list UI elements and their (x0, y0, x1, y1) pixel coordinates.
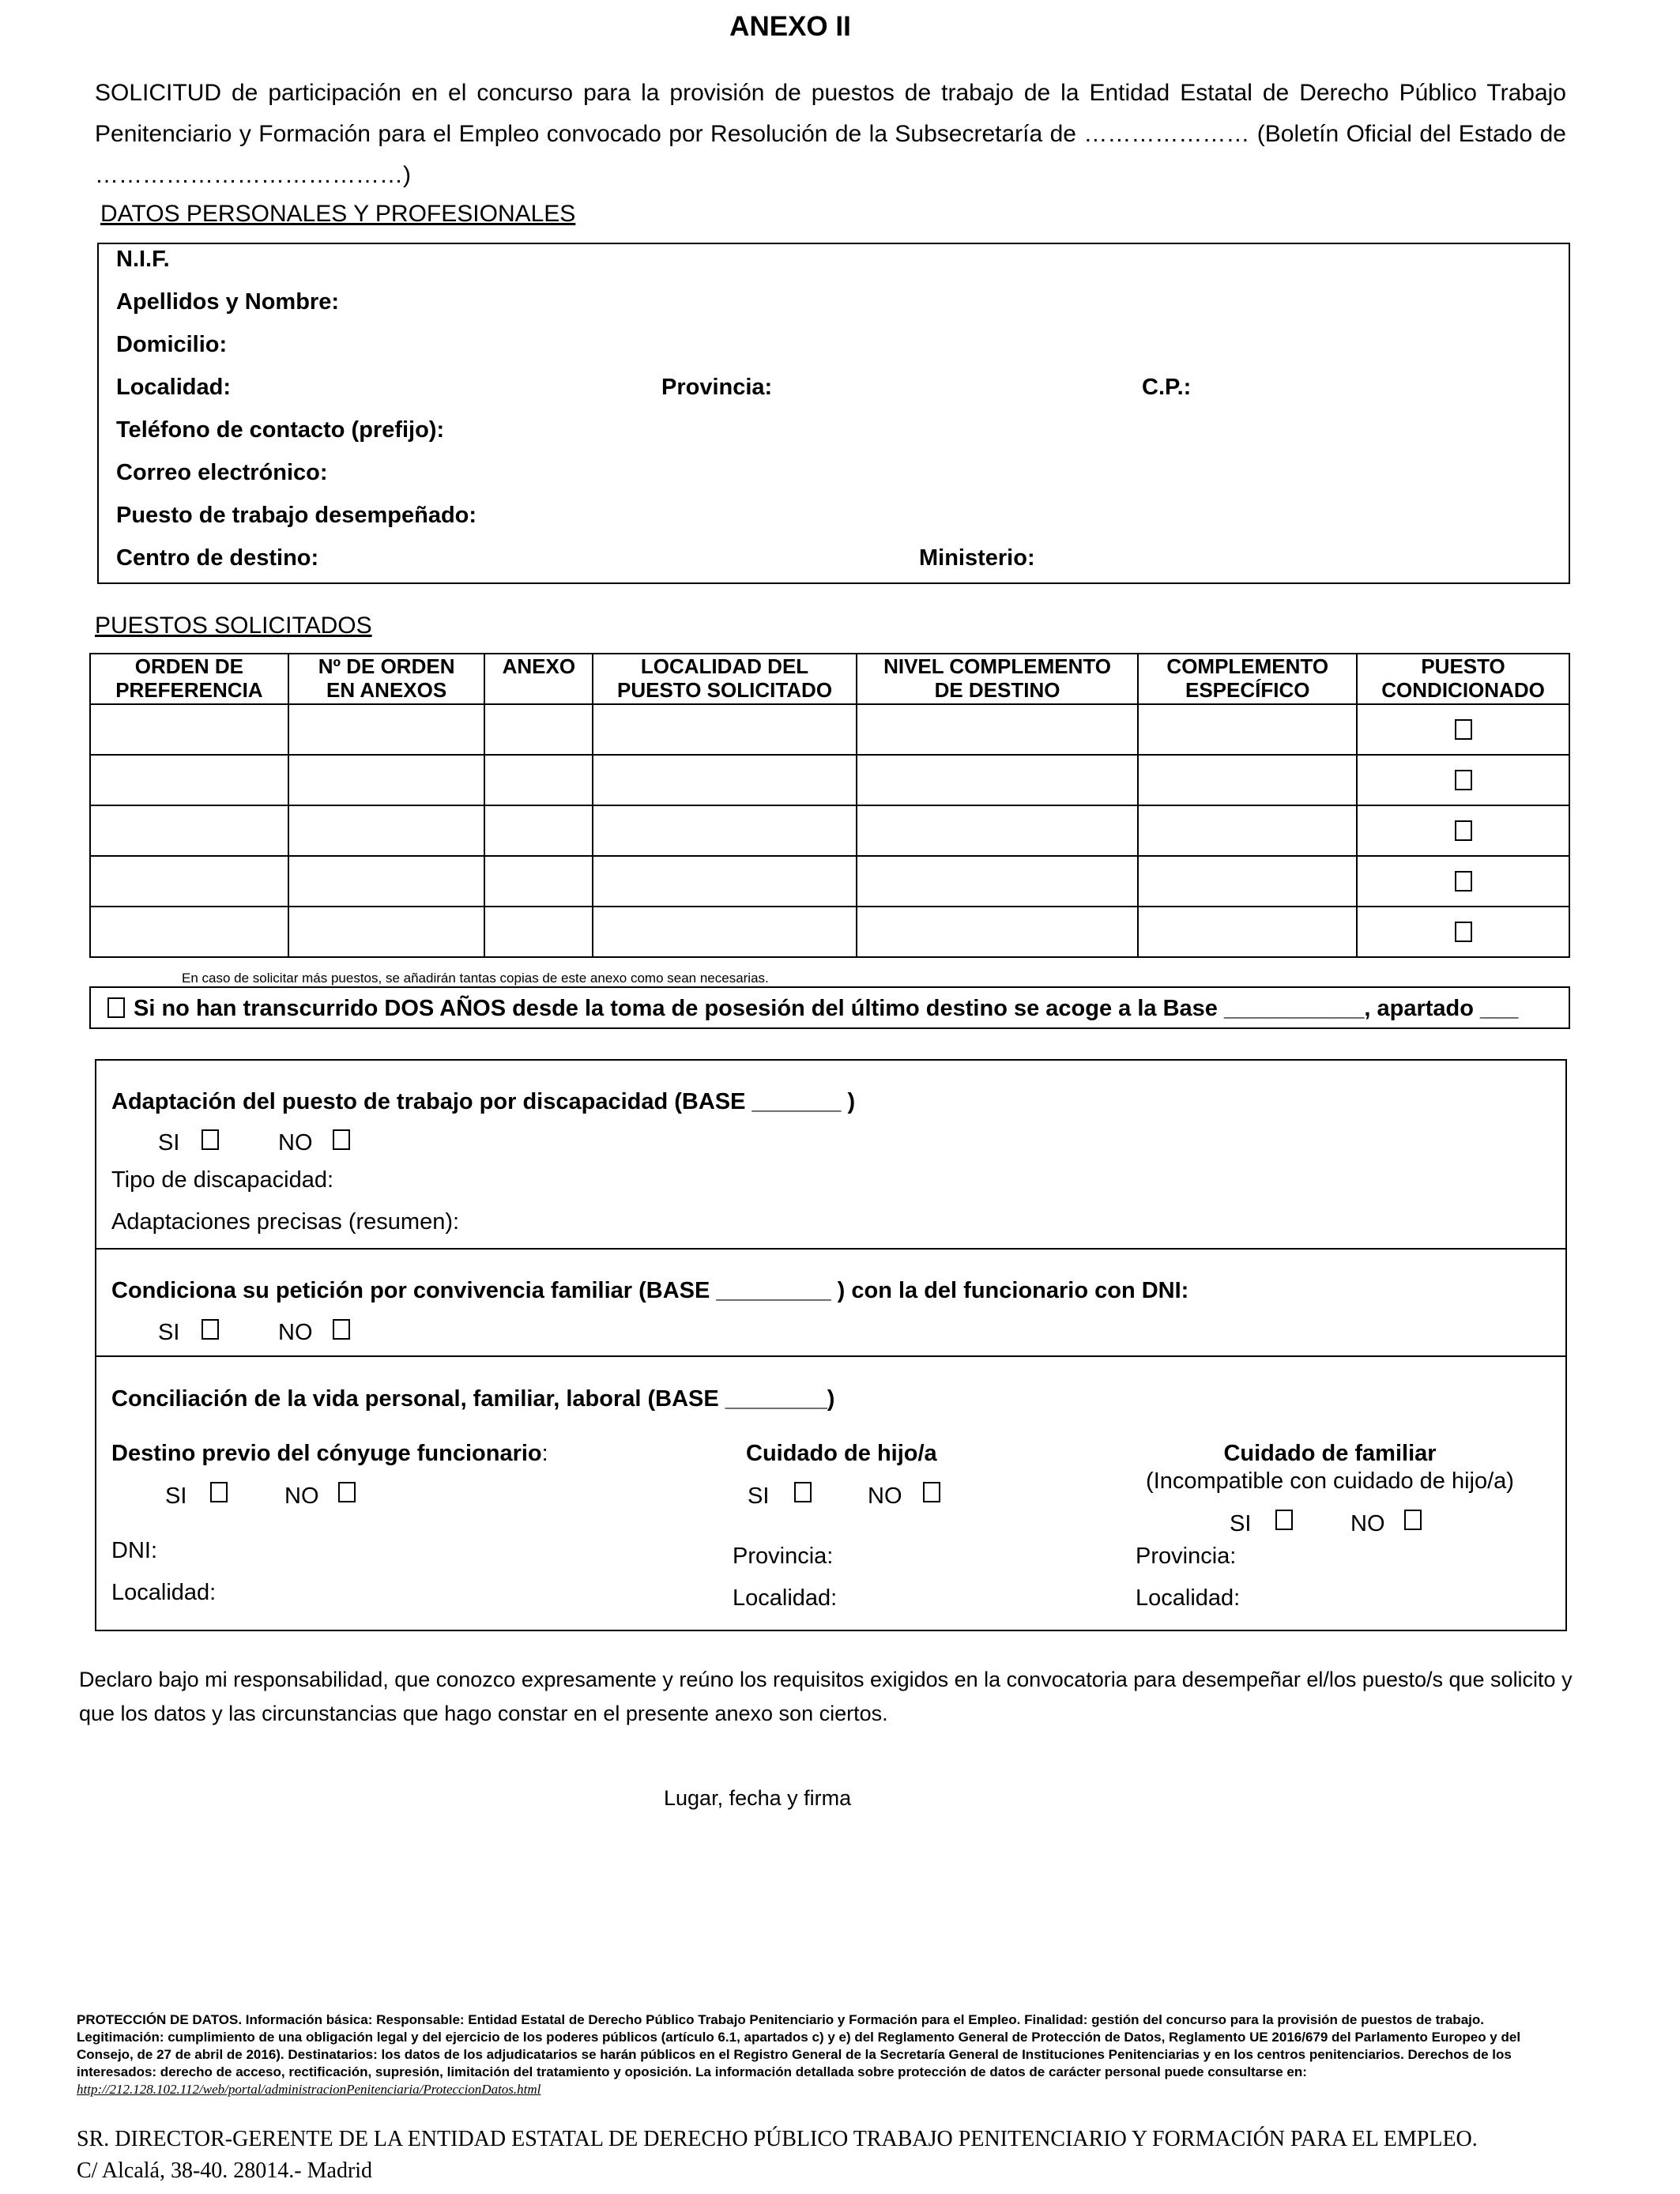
family-care-title: Cuidado de familiar (1223, 1441, 1437, 1466)
cohabitation-yes-label: SI (158, 1320, 180, 1345)
child-yes-label: SI (748, 1483, 770, 1509)
col-header-localidad: LOCALIDAD DEL PUESTO SOLICITADO (593, 654, 857, 704)
postal-code-label[interactable]: C.P.: (1142, 375, 1192, 400)
locality-label[interactable]: Localidad: (116, 375, 232, 400)
table-header-row (90, 654, 1569, 704)
condicionado-checkbox[interactable] (1455, 871, 1472, 892)
condicionado-cell[interactable] (1357, 805, 1569, 856)
col-header-orden: ORDEN DE PREFERENCIA (90, 654, 288, 704)
table-cell[interactable] (593, 805, 857, 856)
spouse-no-checkbox[interactable] (338, 1482, 356, 1502)
table-cell[interactable] (593, 907, 857, 957)
table-row (90, 755, 1569, 805)
family-locality-label[interactable]: Localidad: (1136, 1585, 1241, 1611)
more-posts-note: En caso de solicitar más puestos, se añadirán tantas copias de este anexo como sean necesarias. (182, 971, 769, 986)
intro-paragraph: SOLICITUD de participación en el concurso para la provisión de puestos de trabajo de la Entidad Estatal de Derecho Público Trabajo Penitenciario y Formación para el Empleo convocado por Resolución de la Subsecretaría de ………………… (Boletín Oficial del Estado de …………………………………) (95, 80, 1566, 188)
table-cell[interactable] (1138, 856, 1357, 907)
spouse-yes-label: SI (165, 1483, 187, 1509)
table-cell[interactable] (857, 805, 1139, 856)
condicionado-checkbox[interactable] (1455, 820, 1472, 841)
table-cell[interactable] (484, 907, 593, 957)
family-province-label[interactable]: Provincia: (1136, 1544, 1237, 1569)
recipient-line: SR. DIRECTOR-GERENTE DE LA ENTIDAD ESTATAL DE DERECHO PÚBLICO TRABAJO PENITENCIARIO Y FORMACIÓN PARA EL EMPLEO. (77, 2127, 1478, 2151)
table-row (90, 907, 1569, 957)
current-job-label[interactable]: Puesto de trabajo desempeñado: (116, 503, 477, 528)
two-years-box (89, 986, 1570, 1029)
child-province-label[interactable]: Provincia: (733, 1544, 834, 1569)
col-header-anexo: ANEXO (484, 654, 593, 704)
table-cell[interactable] (593, 856, 857, 907)
col-header-condicionado: PUESTO CONDICIONADO (1357, 654, 1569, 704)
condicionado-cell[interactable] (1357, 907, 1569, 957)
data-protection-link[interactable]: http://212.128.102.112/web/portal/administracionPenitenciaria/ProteccionDatos.html (77, 2082, 541, 2097)
child-locality-label[interactable]: Localidad: (733, 1585, 838, 1611)
signature-place-date[interactable]: Lugar, fecha y firma (664, 1786, 852, 1810)
adaptation-yes-label: SI (158, 1130, 180, 1155)
table-row (90, 805, 1569, 856)
spouse-title: Destino previo del cónyuge funcionario: (111, 1441, 548, 1466)
ministry-label[interactable]: Ministerio: (919, 545, 1035, 571)
family-yes-label: SI (1230, 1511, 1252, 1536)
table-cell[interactable] (593, 755, 857, 805)
table-cell[interactable] (288, 856, 485, 907)
adaptation-title: Adaptación del puesto de trabajo por discapacidad (BASE _______ ) (111, 1089, 856, 1114)
adaptations-label[interactable]: Adaptaciones precisas (resumen): (111, 1209, 460, 1235)
table-cell[interactable] (857, 907, 1139, 957)
email-label[interactable]: Correo electrónico: (116, 460, 328, 485)
table-cell[interactable] (1138, 755, 1357, 805)
table-cell[interactable] (90, 755, 288, 805)
nif-label[interactable]: N.I.F. (116, 247, 170, 272)
condicionado-checkbox[interactable] (1455, 922, 1472, 942)
table-cell[interactable] (593, 704, 857, 755)
personal-data-heading: DATOS PERSONALES Y PROFESIONALES (100, 201, 576, 227)
address-line: C/ Alcalá, 38-40. 28014.- Madrid (77, 2158, 373, 2183)
page-title: ANEXO II (729, 11, 851, 42)
condicionado-checkbox[interactable] (1455, 770, 1472, 790)
condicionado-checkbox[interactable] (1455, 719, 1472, 740)
table-cell[interactable] (1138, 805, 1357, 856)
child-no-label: NO (868, 1483, 902, 1509)
cohabitation-no-label: NO (278, 1320, 313, 1345)
col-header-especifico: COMPLEMENTO ESPECÍFICO (1138, 654, 1357, 704)
condicionado-cell[interactable] (1357, 755, 1569, 805)
table-cell[interactable] (288, 907, 485, 957)
requested-posts-table (89, 653, 1570, 958)
table-cell[interactable] (857, 755, 1139, 805)
table-row (90, 856, 1569, 907)
condicionado-cell[interactable] (1357, 704, 1569, 755)
spouse-locality-label[interactable]: Localidad: (111, 1580, 217, 1605)
table-row (90, 704, 1569, 755)
family-no-label: NO (1350, 1511, 1385, 1536)
personal-data-box (97, 243, 1570, 584)
address-label[interactable]: Domicilio: (116, 332, 228, 357)
destination-center-label[interactable]: Centro de destino: (116, 545, 319, 571)
table-cell[interactable] (1138, 704, 1357, 755)
cohabitation-no-checkbox[interactable] (333, 1319, 350, 1340)
table-cell[interactable] (90, 856, 288, 907)
child-no-checkbox[interactable] (923, 1482, 940, 1502)
phone-label[interactable]: Teléfono de contacto (prefijo): (116, 417, 445, 443)
table-cell[interactable] (484, 805, 593, 856)
table-cell[interactable] (90, 704, 288, 755)
adaptation-yes-checkbox[interactable] (202, 1129, 219, 1150)
table-cell[interactable] (484, 856, 593, 907)
child-care-title: Cuidado de hijo/a (746, 1441, 937, 1466)
two-years-checkbox[interactable] (107, 997, 125, 1018)
table-cell[interactable] (90, 805, 288, 856)
requested-posts-heading: PUESTOS SOLICITADOS (95, 613, 372, 639)
table-cell[interactable] (90, 907, 288, 957)
declaration-text: Declaro bajo mi responsabilidad, que conozco expresamente y reúno los requisitos exigidos en la convocatoria para desempeñar el/los puesto/s que solicito y que los datos y las circunstancias que hago constar en el presente anexo son ciertos. (79, 1668, 1573, 1725)
table-cell[interactable] (857, 704, 1139, 755)
two-years-text: Si no han transcurrido DOS AÑOS desde la toma de posesión del último destino se acoge a la Base ___________, apartado ___ (134, 996, 1519, 1021)
cohabitation-title: Condiciona su petición por convivencia familiar (BASE _________ ) con la del funcionario con DNI: (111, 1278, 1189, 1303)
table-cell[interactable] (484, 755, 593, 805)
spouse-no-label: NO (284, 1483, 319, 1509)
cohabitation-yes-checkbox[interactable] (202, 1319, 219, 1340)
table-cell[interactable] (484, 704, 593, 755)
col-header-nivel: NIVEL COMPLEMENTO DE DESTINO (857, 654, 1139, 704)
adaptation-no-checkbox[interactable] (333, 1129, 350, 1150)
table-cell[interactable] (288, 805, 485, 856)
col-header-numero: Nº DE ORDEN EN ANEXOS (288, 654, 485, 704)
adaptation-no-label: NO (278, 1130, 313, 1155)
conciliation-title: Conciliación de la vida personal, familiar, laboral (BASE ________) (111, 1386, 835, 1412)
divider (95, 1248, 1567, 1250)
data-protection-text: PROTECCIÓN DE DATOS. Información básica: Responsable: Entidad Estatal de Derecho Público Trabajo Penitenciario y Formación para el Empleo. Finalidad: gestión del concurso para la provisión de puestos de trabajo. Legitimación: cumplimiento de una obligación legal y del ejercicio de los poderes públicos (artículo 6.1, apartados c) y e) del Reglamento General de Protección de Datos, Reglamento UE 2016/679 del Parlamento Europeo y del Consejo, de 27 de abril de 2016). Destinatarios: los datos de los adjudicatarios se harán públicos en el Registro General de la Secretaría General de Instituciones Penitenciarias y en los centros penitenciarios. Derechos de los interesados: derecho de acceso, rectificación, supresión, limitación del tratamiento y oposición. La información detallada sobre protección de datos de carácter personal puede consultarse en: http://212.128.102.112/web/portal/administracionPenitenciaria/ProteccionDatos.html (77, 2012, 1521, 2097)
table-cell[interactable] (857, 856, 1139, 907)
spouse-yes-checkbox[interactable] (210, 1482, 228, 1502)
table-cell[interactable] (288, 755, 485, 805)
condicionado-cell[interactable] (1357, 856, 1569, 907)
table-cell[interactable] (1138, 907, 1357, 957)
family-yes-checkbox[interactable] (1275, 1510, 1293, 1530)
province-label[interactable]: Provincia: (661, 375, 773, 400)
family-care-subtitle: (Incompatible con cuidado de hijo/a) (1146, 1468, 1514, 1494)
spouse-dni-label[interactable]: DNI: (111, 1538, 157, 1563)
child-yes-checkbox[interactable] (794, 1482, 812, 1502)
disability-type-label[interactable]: Tipo de discapacidad: (111, 1167, 334, 1193)
family-no-checkbox[interactable] (1404, 1510, 1422, 1530)
name-label[interactable]: Apellidos y Nombre: (116, 289, 339, 315)
table-cell[interactable] (288, 704, 485, 755)
divider (95, 1355, 1567, 1357)
